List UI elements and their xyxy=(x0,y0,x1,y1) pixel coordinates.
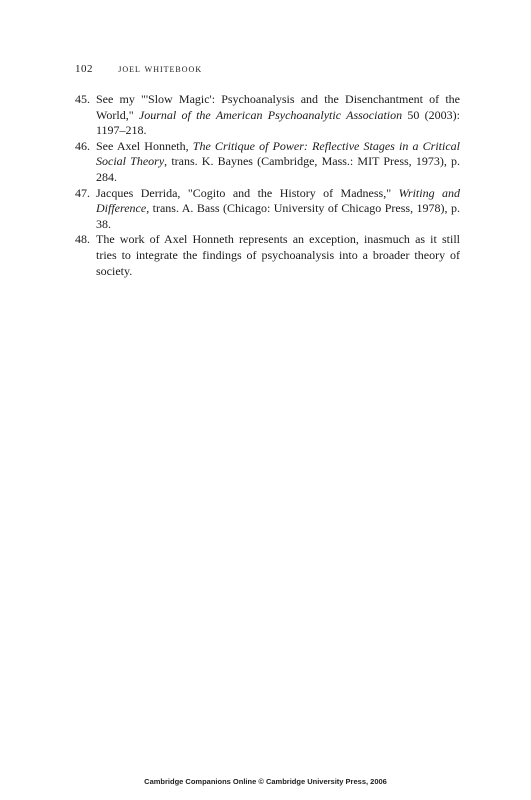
endnote-text-segment: , trans. K. Baynes (Cambridge, Mass.: MIT Press, 1973), p. 284. xyxy=(96,154,460,184)
endnote-number: 46. xyxy=(75,138,90,153)
endnote-journal-title: Journal of the American Psychoanalytic Association xyxy=(138,107,403,122)
page-number: 102 xyxy=(75,63,93,75)
endnote-text-segment: , trans. A. Bass (Chicago: University of Chicago Press, 1978), p. 38. xyxy=(96,201,460,231)
endnote-text xyxy=(96,232,460,277)
endnote-number: 47. xyxy=(75,185,90,200)
endnote-text-segment: 50 (2003): 1197–218. xyxy=(96,107,460,138)
endnote-number: 45. xyxy=(75,92,90,106)
endnote-text-segment: The work of Axel Honneth represents an exception, inasmuch as it still tries to integrate the findings of psychoanalysis into a broader theory of society. xyxy=(96,232,460,278)
endnote-text-segment: See Axel Honneth, xyxy=(96,138,193,153)
endnote-book-title: The Critique of Power: Reflective Stages in a Critical Social Theory xyxy=(96,138,460,169)
endnotes-list xyxy=(75,92,460,279)
copyright-footer: Cambridge Companions Online © Cambridge University Press, 2006 xyxy=(144,777,387,786)
endnote-number: 48. xyxy=(75,232,90,247)
running-head xyxy=(75,63,202,75)
endnote xyxy=(75,232,460,279)
endnote-text xyxy=(96,92,460,137)
endnote-book-title: Writing and Difference xyxy=(96,185,461,216)
endnote xyxy=(75,139,460,186)
endnote-text-segment: See my "'Slow Magic': Psychoanalysis and the Disenchantment of the World," xyxy=(96,92,460,122)
endnote-text xyxy=(96,186,460,231)
running-head-author: joel whitebook xyxy=(118,63,203,75)
endnote xyxy=(75,186,460,233)
endnote-text xyxy=(96,139,460,184)
endnote-text-segment: Jacques Derrida, "Cogito and the History of Madness," xyxy=(96,185,399,200)
endnote xyxy=(75,92,460,139)
